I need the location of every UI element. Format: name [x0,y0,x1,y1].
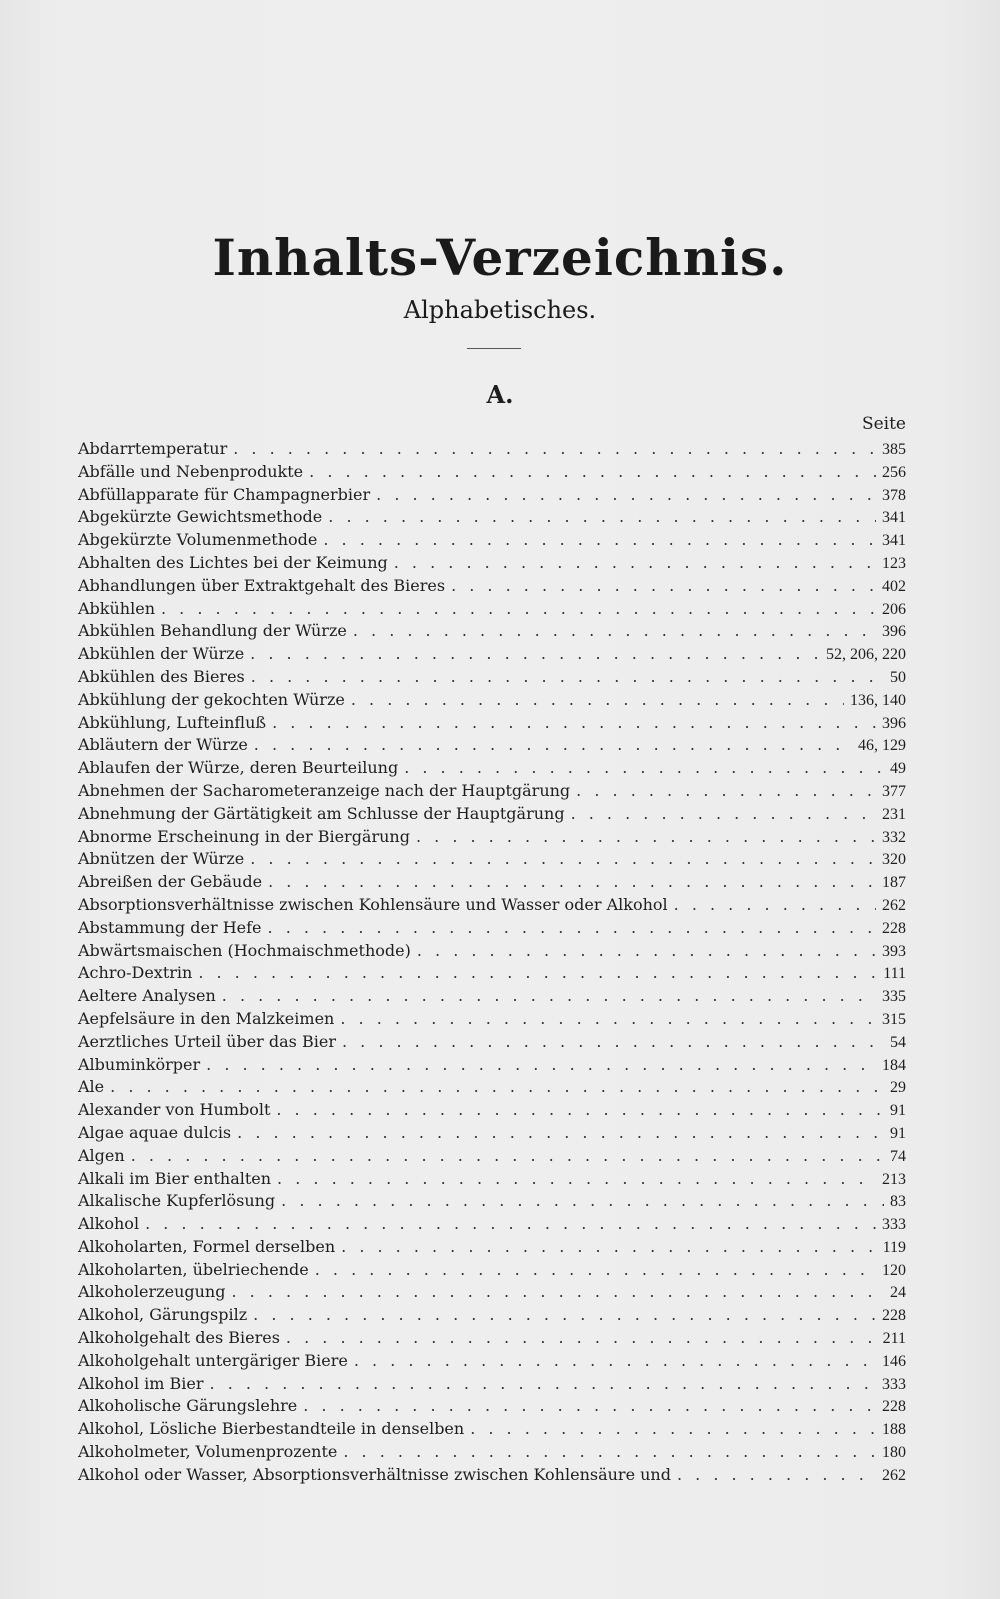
leader-dots [376,484,876,507]
index-entry-page-number: 119 [882,1238,906,1256]
section-letter: A. [486,380,514,409]
index-entry [78,575,906,598]
index-entry [78,1213,906,1236]
leader-dots [674,894,876,917]
index-entry-page-number: 341 [882,509,906,527]
index-entry-page-number: 52, 206, 220 [826,646,906,664]
index-entry-page-number: 402 [882,577,906,595]
index-entry-label: Alkohol [78,1214,140,1234]
index-entry-label: Alexander von Humbolt [78,1100,271,1120]
index-entry-label: Abfälle und Nebenprodukte [78,461,304,481]
index-entry-label: Aepfelsäure in den Malzkeimen [78,1008,335,1028]
index-entry-label: Abgekürzte Gewichtsmethode [78,507,323,527]
index-entry-page-number: 332 [882,828,906,846]
index-entry [78,1395,906,1418]
leader-dots [416,826,876,849]
index-entry-page-number: 50 [890,668,906,686]
index-entry [78,1236,906,1259]
leader-dots [351,689,844,712]
index-entry-page-number: 49 [890,760,906,778]
page-subtitle: Alphabetisches. [403,296,597,324]
index-entry [78,1373,906,1396]
index-entry [78,643,906,666]
index-entry-page-number: 29 [890,1079,906,1097]
index-entry-page-number: 333 [882,1216,906,1234]
index-entry-label: Ablaufen der Würze, deren Beurteilung [78,758,399,778]
index-entry [78,757,906,780]
index-entry [78,1190,906,1213]
index-entry [78,529,906,552]
index-entry-label: Abwärtsmaischen (Hochmaischmethode) [78,940,411,960]
leader-dots [250,848,876,871]
index-entry-page-number: 136, 140 [850,691,906,709]
leader-dots [254,734,852,757]
page-column-label: Seite [861,414,906,434]
index-entry-label: Abkühlen der Würze [78,644,245,664]
index-entry [78,1259,906,1282]
index-entry [78,598,906,621]
index-entry [78,1099,906,1122]
index-entry [78,962,906,985]
leader-dots [303,1395,876,1418]
index-entry [78,1441,906,1464]
index-entry-label: Abdarrtemperatur [78,439,228,458]
leader-dots [233,438,876,461]
index-entry [78,1145,906,1168]
index-entry-page-number: 111 [883,965,906,983]
leader-dots [353,620,876,643]
index-entry-label: Abkühlen [78,598,155,618]
index-entry-page-number: 378 [882,486,906,504]
index-entry-page-number: 377 [882,782,906,800]
leader-dots [328,506,876,529]
leader-dots [281,1190,884,1213]
index-entry-label: Abreißen der Gebäude [78,872,263,892]
index-entry-page-number: 231 [882,805,906,823]
index-entry-label: Alkohol, Gärungspilz [78,1305,248,1325]
index-entry-label: Alkoholische Gärungslehre [78,1396,298,1416]
index-entry-label: Alkali im Bier enthalten [78,1168,272,1188]
index-entry-label: Aeltere Analysen [78,986,216,1006]
index-entry-label: Alkoholmeter, Volumenprozente [78,1442,338,1462]
index-entry-page-number: 262 [882,1466,906,1484]
index-entry-label: Abkühlen des Bieres [78,666,245,686]
index-entry-page-number: 184 [882,1056,906,1074]
index-entry [78,826,906,849]
leader-dots [222,985,876,1008]
index-entry-label: Abkühlung, Lufteinfluß [78,712,267,732]
leader-dots [354,1350,876,1373]
leader-dots [268,917,876,940]
leader-dots [417,940,876,963]
index-entry-label: Abstammung der Hefe [78,917,262,937]
index-entry-page-number: 188 [882,1421,906,1439]
index-entry-page-number: 54 [890,1033,906,1051]
index-entry-label: Algen [78,1145,125,1165]
index-entry-label: Abgekürzte Volumenmethode [78,530,318,550]
leader-dots [251,666,884,689]
index-entry-page-number: 24 [890,1284,906,1302]
index-entry-page-number: 262 [882,896,906,914]
index-entry [78,1464,906,1487]
index-entry [78,734,906,757]
leader-dots [145,1213,876,1236]
index-entry [78,848,906,871]
index-entry-page-number: 187 [882,874,906,892]
index-entry-page-number: 91 [890,1102,906,1120]
index-entry [78,871,906,894]
index-entry-page-number: 228 [882,1398,906,1416]
index-entry-label: Abnützen der Würze [78,849,245,869]
index-entry-label: Absorptionsverhältnisse zwischen Kohlensäure und Wasser oder Alkohol [78,894,668,914]
index-entry-label: Algae aquae dulcis [78,1122,232,1142]
index-entry [78,1327,906,1350]
index-entry-label: Abkühlen Behandlung der Würze [78,621,347,641]
index-entry-page-number: 396 [882,714,906,732]
index-entry-page-number: 385 [882,441,906,458]
index-entry-page-number: 123 [882,554,906,572]
leader-dots [404,757,884,780]
index-entry-page-number: 46, 129 [858,737,906,755]
index-entry-page-number: 91 [890,1124,906,1142]
index-entry-page-number: 315 [882,1010,906,1028]
index-entry-page-number: 120 [882,1261,906,1279]
leader-dots [451,575,876,598]
leader-dots [343,1441,876,1464]
index-entry [78,620,906,643]
index-entry-label: Abkühlung der gekochten Würze [78,689,345,709]
index-entry [78,1168,906,1191]
index-entry-label: Albuminkörper [78,1054,201,1074]
index-entry-page-number: 396 [882,623,906,641]
leader-dots [272,712,876,735]
index-entry [78,484,906,507]
leader-dots [161,598,876,621]
leader-dots [198,962,877,985]
page-title: Inhalts-Verzeichnis. [212,228,788,287]
leader-dots [231,1281,884,1304]
index-entry [78,1054,906,1077]
leader-dots [576,780,876,803]
index-entry-label: Aerztliches Urteil über das Bier [78,1031,336,1051]
index-entry-label: Alkoholarten, übelriechende [78,1259,309,1279]
leader-dots [286,1327,877,1350]
leader-dots [237,1122,884,1145]
index-entry [78,506,906,529]
index-entry [78,1008,906,1031]
index-entry [78,552,906,575]
index-entry-label: Abhandlungen über Extraktgehalt des Bieres [78,575,446,595]
index-entry-page-number: 206 [882,600,906,618]
index-entry [78,985,906,1008]
index-entry-list [78,438,906,1487]
leader-dots [394,552,876,575]
leader-dots [677,1464,876,1487]
index-entry-label: Alkoholerzeugung [78,1282,226,1302]
leader-dots [309,461,876,484]
leader-dots [470,1418,876,1441]
leader-dots [210,1373,876,1396]
index-entry-label: Abhalten des Lichtes bei der Keimung [78,552,388,572]
leader-dots [131,1145,884,1168]
leader-dots [253,1304,876,1327]
index-entry-label: Alkohol, Lösliche Bierbestandteile in denselben [78,1419,465,1439]
index-entry-page-number: 213 [882,1170,906,1188]
leader-dots [250,643,820,666]
index-entry [78,1076,906,1099]
index-entry [78,438,906,461]
leader-dots [342,1031,884,1054]
index-entry [78,666,906,689]
index-entry-label: Ale [78,1077,105,1097]
index-entry-label: Abnorme Erscheinung in der Biergärung [78,826,410,846]
index-entry-label: Alkohol oder Wasser, Absorptionsverhältnisse zwischen Kohlensäure und [78,1464,671,1484]
index-entry [78,1350,906,1373]
leader-dots [110,1076,884,1099]
leader-dots [315,1259,876,1282]
divider-rule [467,348,521,349]
index-entry-label: Abfüllapparate für Champagnerbier [78,484,371,504]
index-entry-label: Abnehmung der Gärtätigkeit am Schlusse der Hauptgärung [78,803,565,823]
index-entry [78,940,906,963]
index-entry [78,917,906,940]
leader-dots [276,1099,884,1122]
index-entry-page-number: 228 [882,1307,906,1325]
index-entry [78,803,906,826]
index-entry [78,461,906,484]
index-entry-page-number: 393 [882,942,906,960]
index-entry-label: Abnehmen der Sacharometeranzeige nach der Hauptgärung [78,780,571,800]
index-entry-label: Abläutern der Würze [78,735,248,755]
index-entry-label: Alkoholgehalt untergäriger Biere [78,1350,348,1370]
index-entry [78,712,906,735]
index-entry-label: Alkalische Kupferlösung [78,1191,276,1211]
leader-dots [268,871,876,894]
index-entry-page-number: 180 [882,1444,906,1462]
leader-dots [277,1168,876,1191]
index-entry-label: Alkoholarten, Formel derselben [78,1236,336,1256]
index-entry-label: Alkohol im Bier [78,1373,204,1393]
index-entry-page-number: 320 [882,851,906,869]
index-entry-label: Achro-Dextrin [78,963,193,983]
index-entry [78,894,906,917]
index-entry-label: Alkoholgehalt des Bieres [78,1328,280,1348]
index-entry-page-number: 146 [882,1352,906,1370]
index-entry-page-number: 335 [882,988,906,1006]
index-entry-page-number: 211 [882,1330,906,1348]
index-entry [78,780,906,803]
leader-dots [571,803,876,826]
index-entry [78,1418,906,1441]
index-entry-page-number: 74 [890,1147,906,1165]
index-entry-page-number: 256 [882,463,906,481]
index-entry [78,1031,906,1054]
index-entry [78,1122,906,1145]
leader-dots [206,1054,876,1077]
index-entry-page-number: 83 [890,1193,906,1211]
leader-dots [340,1008,876,1031]
index-entry [78,1304,906,1327]
index-entry-page-number: 333 [882,1375,906,1393]
index-entry-page-number: 341 [882,532,906,550]
leader-dots [341,1236,876,1259]
index-entry [78,689,906,712]
leader-dots [323,529,876,552]
index-entry [78,1281,906,1304]
index-entry-page-number: 228 [882,919,906,937]
